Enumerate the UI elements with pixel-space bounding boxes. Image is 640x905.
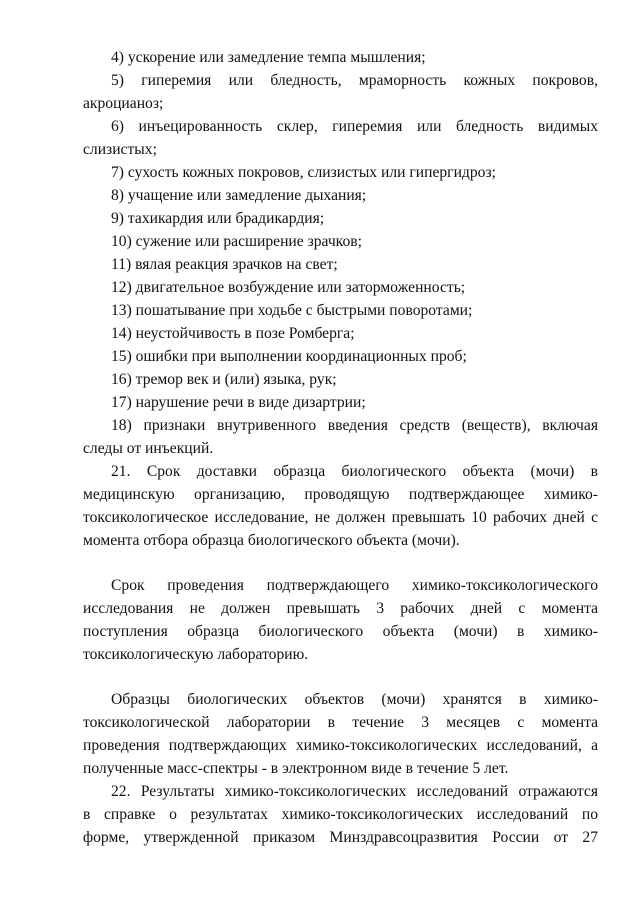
paragraph-22-line-2: в справке о результатах химико-токсикологических исследований по bbox=[83, 806, 598, 823]
list-item-10: 10) сужение или расширение зрачков; bbox=[111, 233, 362, 250]
list-item-4: 4) ускорение или замедление темпа мышления; bbox=[111, 49, 426, 66]
list-item-8: 8) учащение или замедление дыхания; bbox=[111, 187, 367, 204]
list-item-17: 17) нарушение речи в виде дизартрии; bbox=[111, 394, 366, 411]
list-item-6-cont: слизистых; bbox=[83, 141, 157, 158]
paragraph-term-line-3: поступления образца биологического объекта (мочи) в химико- bbox=[83, 623, 598, 640]
list-item-18: 18) признаки внутривенного введения средств (веществ), включая bbox=[111, 417, 598, 434]
list-item-18-cont: следы от инъекций. bbox=[83, 440, 214, 457]
paragraph-storage-line-1: Образцы биологических объектов (мочи) хранятся в химико- bbox=[111, 691, 598, 708]
paragraph-21-line-1: 21. Срок доставки образца биологического объекта (мочи) в bbox=[111, 463, 598, 480]
paragraph-storage-line-3: проведения подтверждающих химико-токсикологических исследований, а bbox=[83, 737, 598, 754]
paragraph-term-line-4: токсикологическую лабораторию. bbox=[83, 646, 309, 663]
list-item-5: 5) гиперемия или бледность, мраморность кожных покровов, bbox=[111, 72, 598, 89]
paragraph-21-line-3: токсикологическое исследование, не должен превышать 10 рабочих дней с bbox=[83, 509, 598, 526]
list-item-12: 12) двигательное возбуждение или заторможенность; bbox=[111, 279, 466, 296]
list-item-16: 16) тремор век и (или) языка, рук; bbox=[111, 371, 337, 388]
list-item-7: 7) сухость кожных покровов, слизистых или гипергидроз; bbox=[111, 164, 496, 181]
paragraph-gap bbox=[83, 552, 598, 574]
list-item-13: 13) пошатывание при ходьбе с быстрыми поворотами; bbox=[111, 302, 473, 319]
list-item-15: 15) ошибки при выполнении координационных проб; bbox=[111, 348, 467, 365]
paragraph-21-line-2: медицинскую организацию, проводящую подтверждающее химико- bbox=[83, 486, 598, 503]
paragraph-22-line-3: форме, утвержденной приказом Минздравсоцразвития России от 27 bbox=[83, 829, 598, 846]
paragraph-21-line-4: момента отбора образца биологического объекта (мочи). bbox=[83, 532, 460, 549]
paragraph-storage-line-4: полученные масс-спектры - в электронном виде в течение 5 лет. bbox=[83, 760, 509, 777]
list-item-6: 6) инъецированность склер, гиперемия или бледность видимых bbox=[111, 118, 598, 135]
list-item-5-cont: акроцианоз; bbox=[83, 95, 164, 112]
list-item-14: 14) неустойчивость в позе Ромберга; bbox=[111, 325, 355, 342]
paragraph-term-line-2: исследования не должен превышать 3 рабочих дней с момента bbox=[83, 600, 598, 617]
paragraph-22-line-1: 22. Результаты химико-токсикологических исследований отражаются bbox=[111, 783, 598, 800]
document-body bbox=[83, 46, 598, 849]
paragraph-storage-line-2: токсикологической лаборатории в течение 3 месяцев с момента bbox=[83, 714, 598, 731]
list-item-11: 11) вялая реакция зрачков на свет; bbox=[111, 256, 338, 273]
paragraph-term-line-1: Срок проведения подтверждающего химико-токсикологического bbox=[111, 577, 598, 594]
paragraph-gap bbox=[83, 666, 598, 688]
list-item-9: 9) тахикардия или брадикардия; bbox=[111, 210, 325, 227]
